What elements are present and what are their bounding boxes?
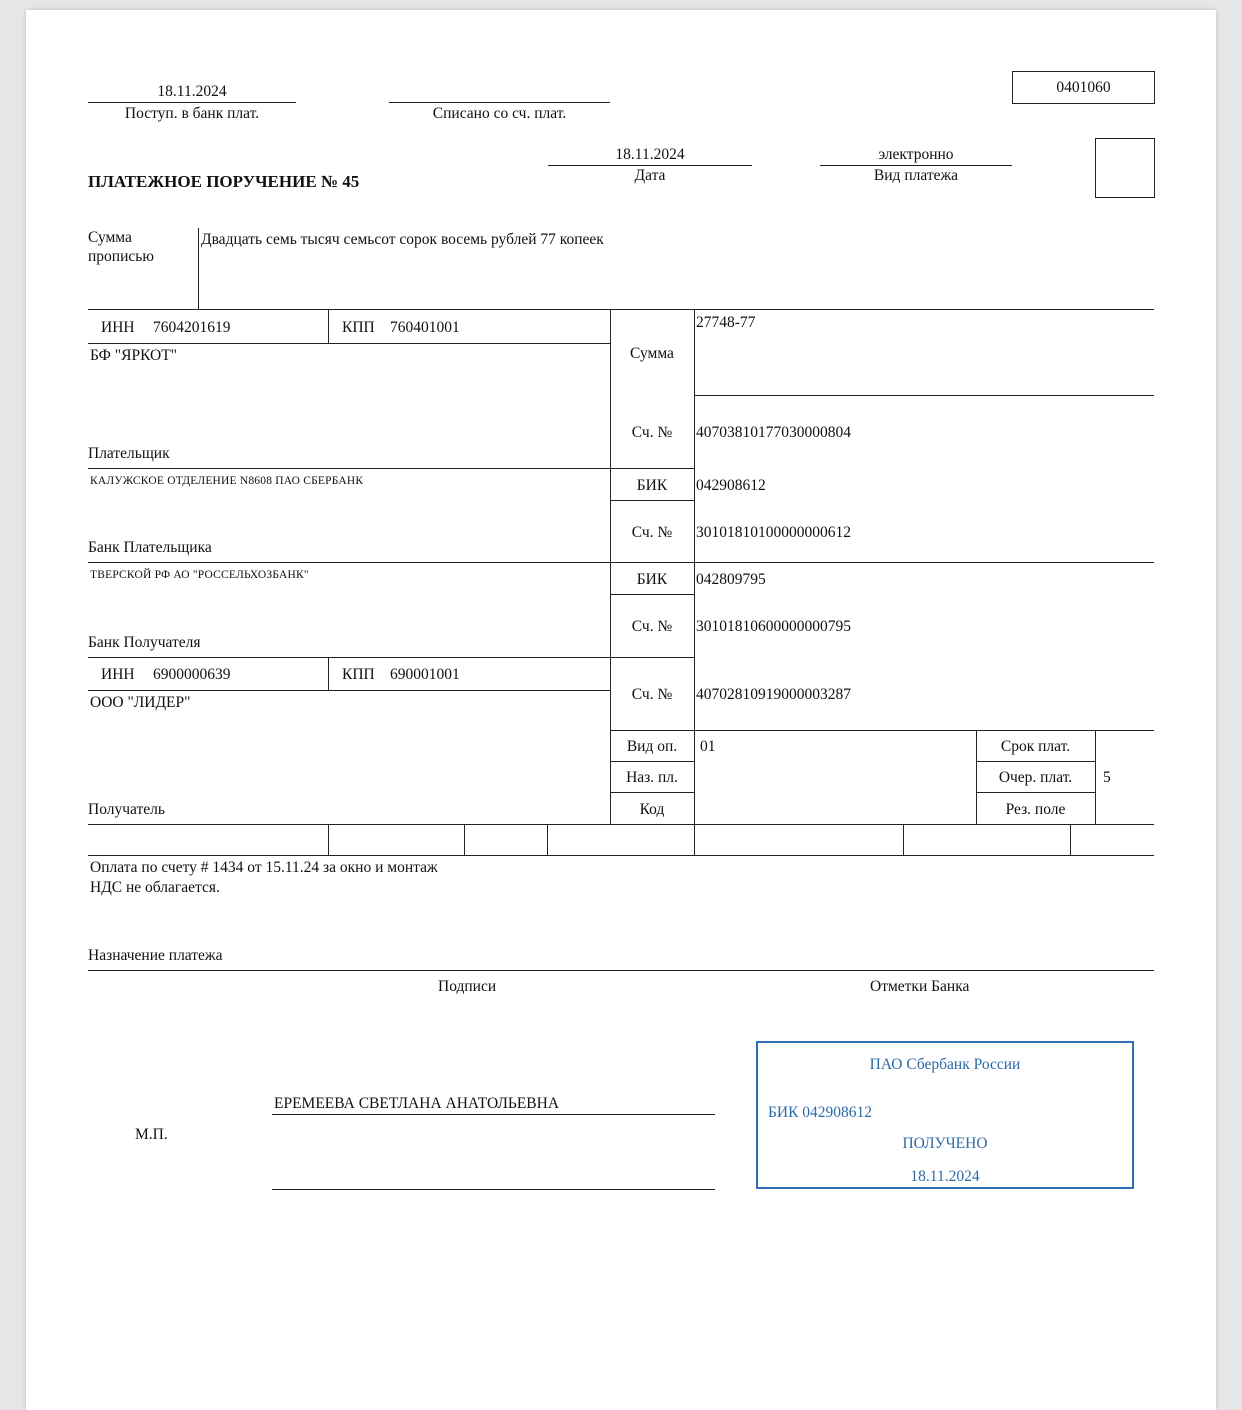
bank-stamp xyxy=(756,1041,1134,1189)
grid-line xyxy=(1095,730,1096,824)
grid-line xyxy=(88,309,1154,310)
recipient-bank-label: Банк Получателя xyxy=(88,634,201,651)
debited-label: Списано со сч. плат. xyxy=(432,105,567,122)
signature-line-1 xyxy=(272,1114,715,1115)
form-code-box xyxy=(1012,71,1155,104)
grid-line xyxy=(88,562,1154,563)
stamp-bank-name: ПАО Сбербанк России xyxy=(869,1056,1021,1073)
grid-line xyxy=(328,824,329,855)
amount-words-divider xyxy=(198,228,199,309)
document-date-line xyxy=(548,165,752,166)
grid-line xyxy=(694,309,695,855)
grid-line xyxy=(328,657,329,690)
grid-line xyxy=(88,343,610,344)
recipient-account: 40702810919000003287 xyxy=(696,686,851,703)
operation-type: 01 xyxy=(700,738,716,755)
grid-line xyxy=(610,792,694,793)
document-title: ПЛАТЕЖНОЕ ПОРУЧЕНИЕ № 45 xyxy=(88,172,360,191)
payer-name: БФ "ЯРКОТ" xyxy=(90,347,178,364)
operation-type-label: Вид оп. xyxy=(626,738,678,755)
purpose-label: Назначение платежа xyxy=(88,947,223,964)
grid-line xyxy=(547,824,548,855)
reserve-field-label: Рез. поле xyxy=(1005,801,1066,818)
payer-account: 40703810177030000804 xyxy=(696,424,851,441)
recipient-inn: 6900000639 xyxy=(153,666,231,683)
received-date: 18.11.2024 xyxy=(157,83,227,100)
grid-line xyxy=(88,690,610,691)
grid-line xyxy=(88,657,694,658)
recipient-bank-account-label: Сч. № xyxy=(631,618,673,635)
sum-value: 27748-77 xyxy=(696,314,756,331)
payment-order-label: Очер. плат. xyxy=(998,769,1073,786)
stamp-place-label: М.П. xyxy=(135,1126,168,1143)
grid-line xyxy=(694,395,1154,396)
grid-line xyxy=(610,761,694,762)
payer-bank-bik: 042908612 xyxy=(696,477,766,494)
grid-line xyxy=(464,824,465,855)
empty-code-box xyxy=(1095,138,1155,198)
amount-words-label-1: Сумма xyxy=(88,229,132,246)
payer-kpp: 760401001 xyxy=(390,319,460,336)
grid-line xyxy=(976,761,1095,762)
grid-line xyxy=(976,792,1095,793)
debited-date-line xyxy=(389,102,610,103)
grid-line xyxy=(88,468,694,469)
recipient-bank-account: 30101810600000000795 xyxy=(696,618,851,635)
payer-bank-label: Банк Плательщика xyxy=(88,539,212,556)
sum-label: Сумма xyxy=(630,345,674,362)
payer-account-label: Сч. № xyxy=(631,424,673,441)
recipient-account-label: Сч. № xyxy=(631,686,673,703)
document-date-label: Дата xyxy=(634,167,666,184)
received-label: Поступ. в банк плат. xyxy=(124,105,260,122)
stamp-status: ПОЛУЧЕНО xyxy=(902,1135,988,1152)
form-code: 0401060 xyxy=(1056,79,1111,96)
recipient-label: Получатель xyxy=(88,801,165,818)
payment-order-sheet xyxy=(26,10,1216,1410)
signatures-label: Подписи xyxy=(438,978,497,995)
payment-term-label: Срок плат. xyxy=(1000,738,1071,755)
recipient-inn-label: ИНН xyxy=(101,666,135,683)
amount-words-value: Двадцать семь тысяч семьсот сорок восемь рублей 77 копеек xyxy=(201,231,604,248)
signer-name: ЕРЕМЕЕВА СВЕТЛАНА АНАТОЛЬЕВНА xyxy=(274,1095,560,1112)
grid-line xyxy=(610,594,694,595)
payment-type: электронно xyxy=(878,146,954,163)
purpose-line-1: Оплата по счету # 1434 от 15.11.24 за окно и монтаж xyxy=(90,859,438,876)
purpose-line xyxy=(88,970,1154,971)
grid-line xyxy=(88,855,1154,856)
payer-bank-account: 30101810100000000612 xyxy=(696,524,851,541)
payer-inn-label: ИНН xyxy=(101,319,135,336)
recipient-kpp: 690001001 xyxy=(390,666,460,683)
stamp-bik: БИК 042908612 xyxy=(768,1104,873,1121)
grid-line xyxy=(88,824,1154,825)
payment-type-line xyxy=(820,165,1012,166)
document-date: 18.11.2024 xyxy=(615,146,685,163)
code-label: Код xyxy=(639,801,665,818)
grid-line xyxy=(610,730,1154,731)
recipient-name: ООО "ЛИДЕР" xyxy=(90,694,191,711)
recipient-bank-bik-label: БИК xyxy=(636,571,668,588)
bank-marks-label: Отметки Банка xyxy=(870,978,970,995)
grid-line xyxy=(1070,824,1071,855)
grid-line xyxy=(610,500,694,501)
payer-inn: 7604201619 xyxy=(153,319,231,336)
recipient-bank-name: ТВЕРСКОЙ РФ АО "РОССЕЛЬХОЗБАНК" xyxy=(90,569,309,581)
payment-purpose-code-label: Наз. пл. xyxy=(626,769,678,786)
purpose-line-2: НДС не облагается. xyxy=(90,879,220,896)
payer-bank-bik-label: БИК xyxy=(636,477,668,494)
payment-order-value: 5 xyxy=(1103,769,1111,786)
recipient-kpp-label: КПП xyxy=(342,666,375,683)
grid-line xyxy=(903,824,904,855)
payer-bank-account-label: Сч. № xyxy=(631,524,673,541)
signature-line-2 xyxy=(272,1189,715,1190)
grid-line xyxy=(328,309,329,343)
payer-kpp-label: КПП xyxy=(342,319,375,336)
stamp-date: 18.11.2024 xyxy=(910,1168,980,1185)
payer-bank-name: КАЛУЖСКОЕ ОТДЕЛЕНИЕ N8608 ПАО СБЕРБАНК xyxy=(90,475,364,487)
amount-words-label-2: прописью xyxy=(88,248,154,265)
recipient-bank-bik: 042809795 xyxy=(696,571,766,588)
received-date-line xyxy=(88,102,296,103)
payment-type-label: Вид платежа xyxy=(873,167,959,184)
payer-label: Плательщик xyxy=(88,445,170,462)
